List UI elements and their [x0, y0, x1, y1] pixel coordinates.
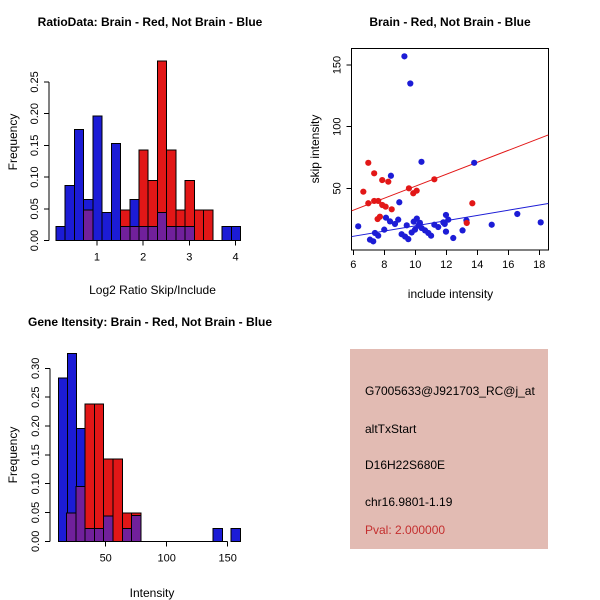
svg-text:0.25: 0.25	[29, 71, 41, 93]
probe-id-text: G7005633@J921703_RC@j_at	[365, 384, 535, 398]
scatter-title: Brain - Red, Not Brain - Blue	[369, 15, 531, 29]
gene-id-text: D16H22S680E	[365, 458, 446, 472]
ratio-histogram-x-label: Log2 Ratio Skip/Include	[89, 283, 216, 297]
panel-gene-histogram	[0, 300, 300, 600]
svg-text:50: 50	[99, 552, 112, 565]
ratio-histogram-plot	[0, 0, 300, 300]
svg-text:14: 14	[471, 259, 484, 271]
scatter-plot	[300, 0, 600, 300]
ratio-histogram-title: RatioData: Brain - Red, Not Brain - Blue	[37, 15, 263, 29]
svg-text:100: 100	[331, 117, 344, 136]
svg-text:8: 8	[381, 259, 388, 271]
panel-gene-info	[300, 300, 600, 600]
svg-text:2: 2	[140, 251, 147, 264]
svg-text:16: 16	[502, 259, 515, 271]
svg-text:0.00: 0.00	[30, 530, 42, 553]
svg-text:3: 3	[186, 251, 193, 264]
svg-text:150: 150	[218, 552, 237, 565]
svg-text:150: 150	[331, 55, 344, 75]
svg-text:50: 50	[331, 182, 344, 195]
svg-text:0.25: 0.25	[30, 386, 42, 408]
svg-text:6: 6	[350, 259, 357, 271]
gene-histogram-title: Gene Itensity: Brain - Red, Not Brain - Blue	[27, 315, 273, 329]
svg-text:0.00: 0.00	[29, 229, 41, 252]
gene-histogram-plot	[0, 300, 300, 600]
svg-text:0.20: 0.20	[30, 415, 42, 437]
scatter-y-label: skip intensity	[308, 114, 322, 184]
svg-text:18: 18	[533, 259, 546, 271]
panel-intensity-scatter	[300, 0, 600, 300]
svg-text:0.10: 0.10	[29, 166, 41, 188]
panel-ratio-histogram	[0, 0, 300, 300]
svg-text:100: 100	[157, 552, 176, 565]
svg-text:0.30: 0.30	[30, 357, 42, 380]
ratio-histogram-y-label: Frequency	[6, 113, 20, 171]
svg-text:12: 12	[440, 259, 453, 271]
gene-histogram-x-label: Intensity	[129, 586, 175, 600]
event-type-text: altTxStart	[365, 422, 417, 436]
svg-text:1: 1	[93, 251, 101, 264]
scatter-x-label: include intensity	[407, 287, 494, 301]
svg-text:0.05: 0.05	[30, 501, 42, 524]
svg-text:0.10: 0.10	[30, 472, 42, 495]
location-text: chr16.9801-1.19	[365, 495, 453, 509]
svg-text:0.20: 0.20	[29, 102, 41, 125]
svg-text:0.15: 0.15	[29, 134, 41, 157]
pval-text: Pval: 2.000000	[365, 523, 446, 537]
gene-histogram-y-label: Frequency	[6, 426, 20, 484]
svg-text:4: 4	[232, 251, 239, 264]
info-panel-box	[350, 349, 548, 549]
svg-text:0.15: 0.15	[30, 444, 42, 466]
svg-text:10: 10	[409, 259, 422, 271]
svg-text:0.05: 0.05	[29, 198, 41, 220]
